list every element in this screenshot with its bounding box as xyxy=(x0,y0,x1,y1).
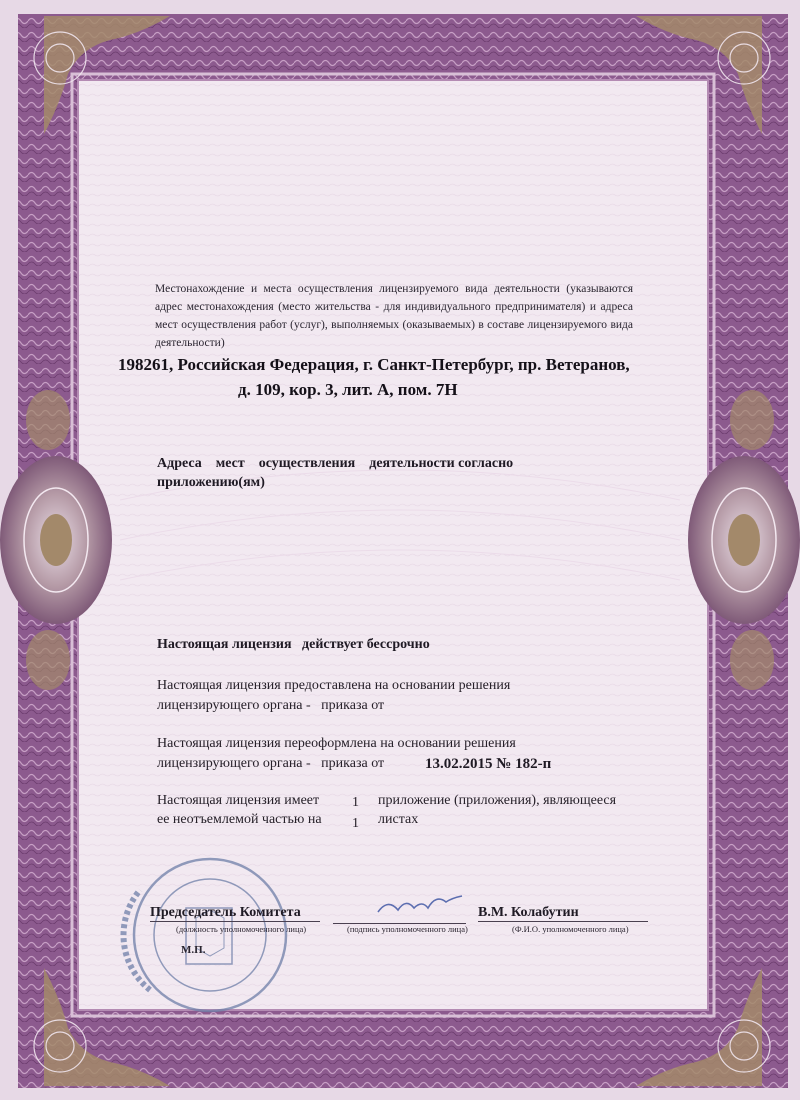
caption-name: (Ф.И.О. уполномоченного лица) xyxy=(512,924,629,934)
annex-count-label: Настоящая лицензия имеет xyxy=(157,793,320,808)
signatory-position: Председатель Комитета xyxy=(150,905,320,922)
location-header: Местонахождение и места осуществления лицензируемого вида деятельности (указываются адрес местонахождения (место жительства - для индивидуального предпринимателя) и адреса мест осуществления работ (услуг), выполняемых (оказываемых) в составе лицензируемого вида деятельности) xyxy=(155,283,633,349)
reissued-line-2: лицензирующего органа - приказа от xyxy=(157,756,385,771)
address-line-2: д. 109, кор. 3, лит. А, пом. 7Н xyxy=(238,380,458,399)
address-line-1: 198261, Российская Федерация, г. Санкт-Петербург, пр. Ветеранов, xyxy=(118,355,630,374)
annex-pages-suffix: листах xyxy=(378,812,419,827)
annex-count-value: 1 xyxy=(352,795,359,810)
annex-line-1: Адреса мест осуществления деятельности согласно xyxy=(157,456,514,471)
stamp-mark: М.П. xyxy=(181,944,206,956)
granted-line-2: лицензирующего органа - приказа от xyxy=(157,698,385,713)
annex-pages-value: 1 xyxy=(352,816,359,831)
annex-count-suffix: приложение (приложения), являющееся xyxy=(378,793,617,808)
granted-line-1: Настоящая лицензия предоставлена на основании решения xyxy=(157,678,511,693)
annex-pages-label: ее неотъемлемой частью на xyxy=(157,812,322,827)
reissued-line-1: Настоящая лицензия переоформлена на основании решения xyxy=(157,736,516,751)
caption-signature: (подпись уполномоченного лица) xyxy=(347,924,468,934)
caption-position: (должность уполномоченного лица) xyxy=(176,924,307,934)
signatory-name: В.М. Колабутин xyxy=(478,905,648,922)
reissued-order: 13.02.2015 № 182-п xyxy=(425,756,552,772)
validity-text: Настоящая лицензия действует бессрочно xyxy=(157,637,430,652)
annex-line-2: приложению(ям) xyxy=(157,475,265,490)
